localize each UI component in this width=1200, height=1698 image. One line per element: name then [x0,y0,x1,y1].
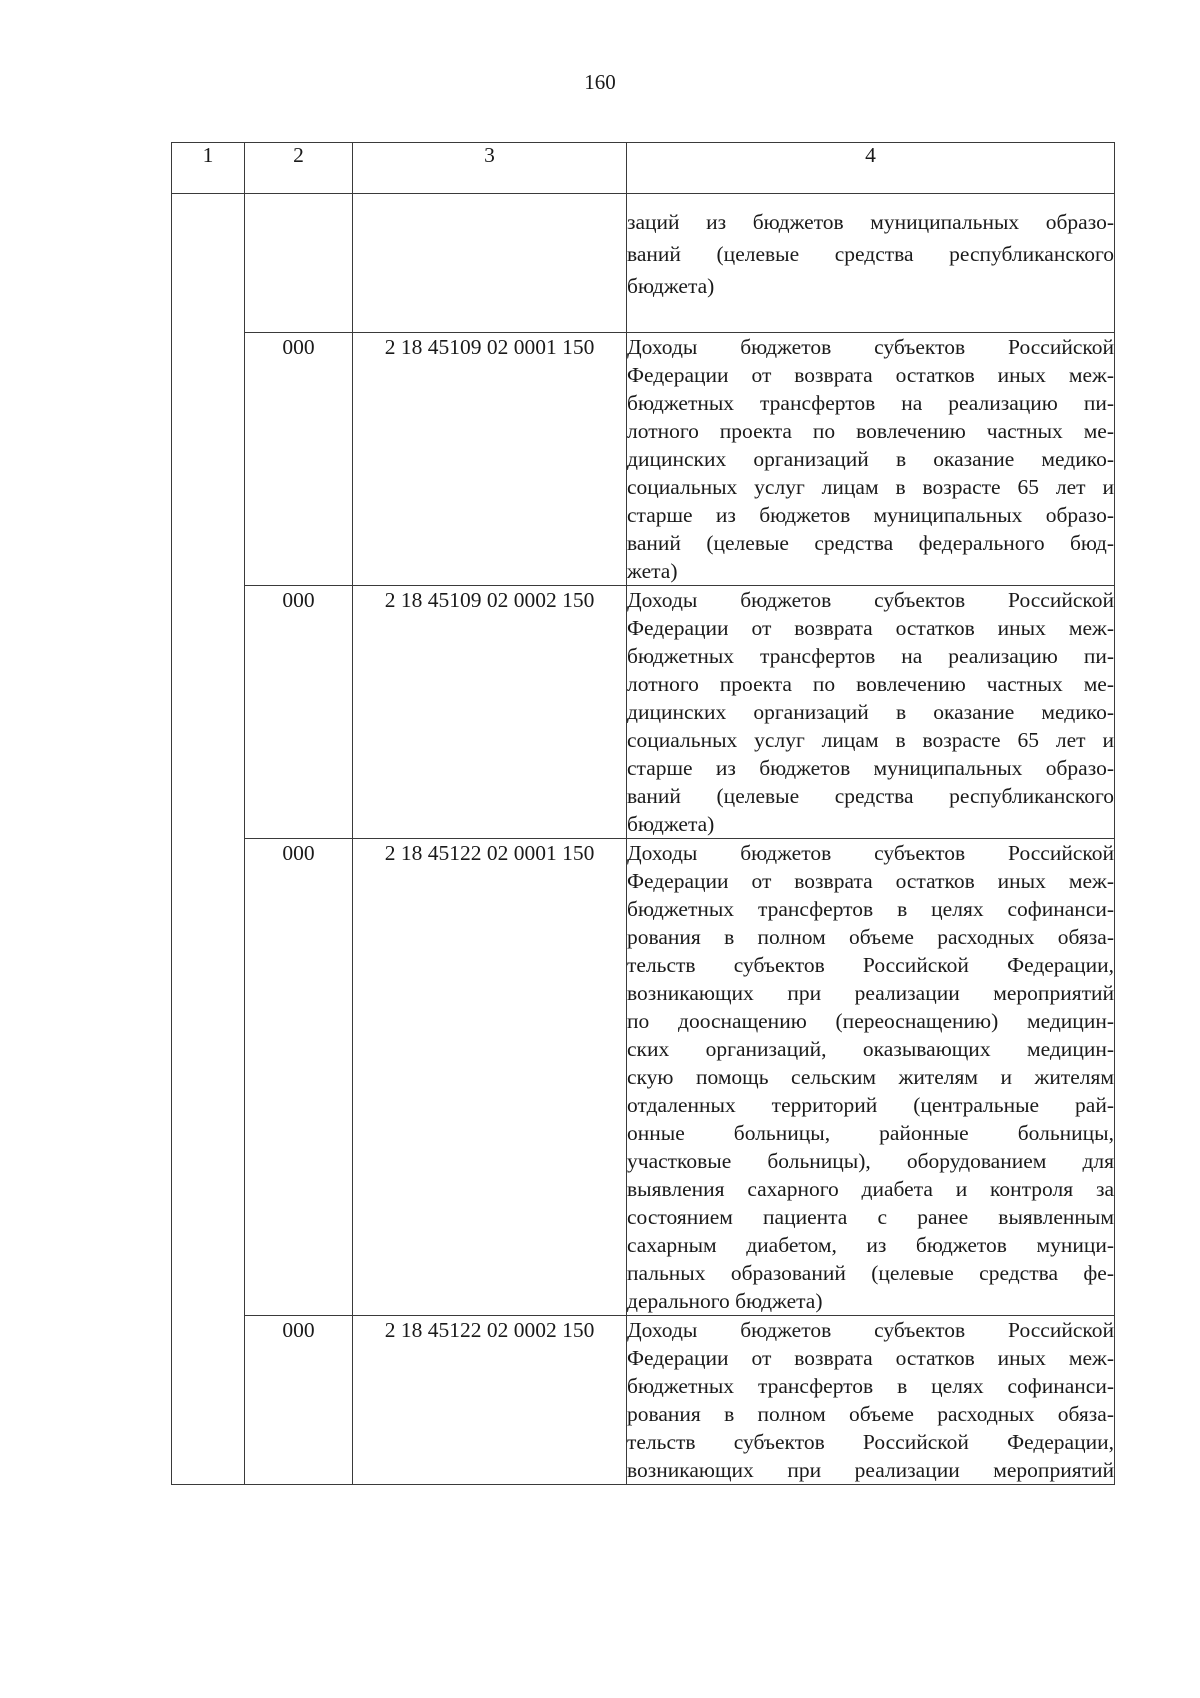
income-code-cell [353,194,627,333]
table-header [172,143,1115,194]
description-line: Доходы бюджетов субъектов Российской [627,1318,1114,1342]
description-line: Федерации от возврата остатков иных меж- [627,363,1114,387]
description-line: лотного проекта по вовлечению частных ме- [627,672,1114,696]
description-line: Доходы бюджетов субъектов Российской [627,841,1114,865]
description-line: дицинских организаций в оказание медико- [627,700,1114,724]
description-line: Федерации от возврата остатков иных меж- [627,869,1114,893]
header-col-2: 2 [245,143,353,194]
table-row [172,1316,1115,1485]
description-line: бюджета) [627,812,715,836]
income-code-cell: 2 18 45109 02 0001 150 [353,333,627,586]
description-line: Доходы бюджетов субъектов Российской [627,588,1114,612]
table-row-continuation [172,194,1115,333]
description-line: рования в полном объеме расходных обяза- [627,925,1114,949]
description-line: бюджетных трансфертов на реализацию пи- [627,644,1114,668]
description-line: дерального бюджета) [627,1289,823,1313]
description-line: жета) [627,559,678,583]
income-code-cell: 2 18 45122 02 0002 150 [353,1316,627,1485]
description-cell [627,839,1115,1316]
description-line: Доходы бюджетов субъектов Российской [627,335,1114,359]
header-col-4: 4 [627,143,1115,194]
description-line: старше из бюджетов муниципальных образо- [627,756,1114,780]
description-line: старше из бюджетов муниципальных образо- [627,503,1114,527]
description-line: скую помощь сельским жителям и жителям [627,1065,1114,1089]
income-code-cell: 2 18 45122 02 0001 150 [353,839,627,1316]
description-line: бюджетных трансфертов в целях софинанси- [627,1374,1114,1398]
description-line: ваний (целевые средства республиканского [627,784,1114,808]
admin-code-cell: 000 [245,1316,353,1485]
table-row [172,586,1115,839]
description-cell [627,194,1115,333]
admin-code-cell: 000 [245,839,353,1316]
header-row [172,143,1115,194]
description-line: бюджета) [627,274,715,298]
description-line: рования в полном объеме расходных обяза- [627,1402,1114,1426]
description-line: возникающих при реализации мероприятий [627,981,1114,1005]
description-line: сахарным диабетом, из бюджетов муници- [627,1233,1114,1257]
description-line: онные больницы, районные больницы, [627,1121,1114,1145]
description-line: отдаленных территорий (центральные рай- [627,1093,1114,1117]
description-line: участковые больницы), оборудованием для [627,1149,1114,1173]
description-line: заций из бюджетов муниципальных образо- [627,210,1114,234]
admin-code-cell [245,194,353,333]
description-line: состоянием пациента с ранее выявленным [627,1205,1114,1229]
description-line: социальных услуг лицам в возрасте 65 лет и [627,475,1114,499]
page-number: 160 [584,70,616,94]
description-line: бюджетных трансфертов в целях софинанси- [627,897,1114,921]
header-col-1: 1 [172,143,245,194]
description-line: ваний (целевые средства федерального бюд- [627,531,1114,555]
table-row [172,839,1115,1316]
description-line: выявления сахарного диабета и контроля за [627,1177,1114,1201]
description-line: социальных услуг лицам в возрасте 65 лет и [627,728,1114,752]
description-line: по дооснащению (переоснащению) медицин- [627,1009,1114,1033]
group-cell [172,194,245,1485]
table-row [172,333,1115,586]
admin-code-cell: 000 [245,333,353,586]
budget-table [171,142,1115,1485]
description-line: ваний (целевые средства республиканского [627,242,1114,266]
description-cell [627,586,1115,839]
header-col-3: 3 [353,143,627,194]
description-line: тельств субъектов Российской Федерации, [627,1430,1114,1454]
description-line: дицинских организаций в оказание медико- [627,447,1114,471]
description-cell [627,333,1115,586]
description-cell [627,1316,1115,1485]
description-line: возникающих при реализации мероприятий [627,1458,1114,1482]
description-line: тельств субъектов Российской Федерации, [627,953,1114,977]
income-code-cell: 2 18 45109 02 0002 150 [353,586,627,839]
description-line: Федерации от возврата остатков иных меж- [627,616,1114,640]
description-line: пальных образований (целевые средства фе- [627,1261,1114,1285]
table-body [172,194,1115,1485]
description-line: ских организаций, оказывающих медицин- [627,1037,1114,1061]
description-line: бюджетных трансфертов на реализацию пи- [627,391,1114,415]
admin-code-cell: 000 [245,586,353,839]
description-line: Федерации от возврата остатков иных меж- [627,1346,1114,1370]
description-line: лотного проекта по вовлечению частных ме- [627,419,1114,443]
